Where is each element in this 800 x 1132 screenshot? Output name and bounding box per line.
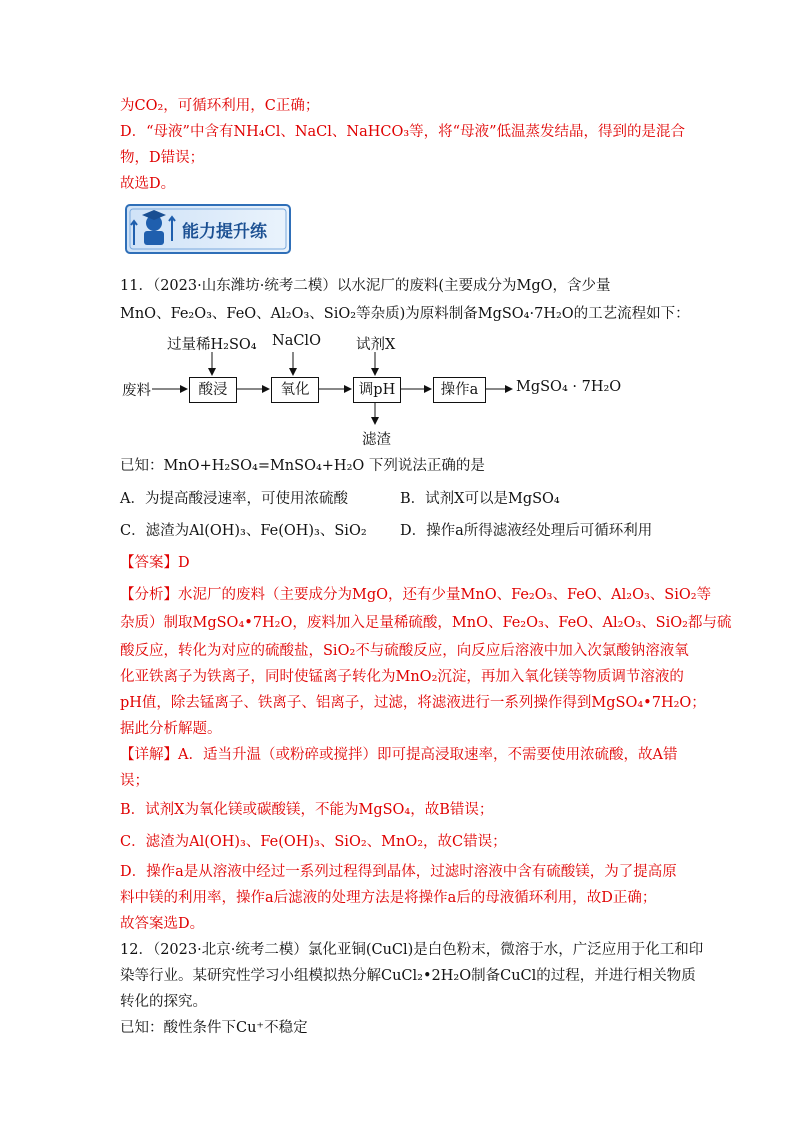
q11-analysis-line-4: 化亚铁离子为铁离子，同时使锰离子转化为MnO₂沉淀，再加入氧化镁等物质调节溶液的 bbox=[120, 669, 684, 685]
q11-stem-line-2: MnO、Fe₂O₃、FeO、Al₂O₃、SiO₂等杂质)为原料制备MgSO₄·7H₂O的工艺流程如下： bbox=[120, 306, 690, 322]
q11-analysis-line-3: 酸反应，转化为对应的硫酸盐，SiO₂不与硫酸反应，向反应后溶液中加入次氯酸钠溶液氧 bbox=[120, 643, 689, 659]
q11-detail-line-1: 【详解】A．适当升温（或粉碎或搅拌）即可提高浸取速率，不需要使用浓硫酸，故A错 bbox=[120, 747, 678, 763]
q11-option-a: A．为提高酸浸速率，可使用浓硫酸 bbox=[120, 491, 348, 507]
q12-line-3: 转化的探究。 bbox=[120, 994, 207, 1010]
flow-reagent-2: NaClO bbox=[272, 333, 321, 349]
q11-option-b: B．试剂X可以是MgSO₄ bbox=[400, 491, 560, 507]
prev-line-1: 为CO₂，可循环利用，C正确； bbox=[120, 98, 320, 114]
q11-detail-line-4: C．滤渣为Al(OH)₃、Fe(OH)₃、SiO₂、MnO₂，故C错误； bbox=[120, 834, 507, 850]
q11-detail-line-2: 误； bbox=[120, 773, 149, 789]
q11-analysis-line-1: 【分析】水泥厂的废料（主要成分为MgO，还有少量MnO、Fe₂O₃、FeO、Al₂O₃、SiO₂等 bbox=[120, 587, 712, 603]
flow-residue: 滤渣 bbox=[362, 432, 391, 448]
q12-line-2: 染等行业。某研究性学习小组模拟热分解CuCl₂•2H₂O制备CuCl的过程，并进行相关物质 bbox=[120, 968, 696, 984]
flow-step-acid-leach: 酸浸 bbox=[189, 377, 237, 403]
q11-known: 已知：MnO+H₂SO₄=MnSO₄+H₂O 下列说法正确的是 bbox=[120, 458, 485, 474]
q11-detail-line-6: 料中镁的利用率，操作a后滤液的处理方法是将操作a后的母液循环利用，故D正确； bbox=[120, 890, 657, 906]
q11-analysis-line-2: 杂质）制取MgSO₄•7H₂O，废料加入足量稀硫酸，MnO、Fe₂O₃、FeO、Al₂O₃、SiO₂都与硫 bbox=[120, 615, 732, 631]
flow-step-adjust-ph: 调pH bbox=[353, 377, 401, 403]
prev-line-3: 物，D错误； bbox=[120, 150, 205, 166]
q11-stem-line-1: 11．（2023·山东潍坊·统考二模）以水泥厂的废料(主要成分为MgO，含少量 bbox=[120, 278, 611, 294]
q12-line-4: 已知：酸性条件下Cu⁺不稳定 bbox=[120, 1020, 308, 1036]
q11-option-c: C．滤渣为Al(OH)₃、Fe(OH)₃、SiO₂ bbox=[120, 523, 367, 539]
q11-analysis-line-6: 据此分析解题。 bbox=[120, 721, 222, 737]
q11-detail-line-5: D．操作a是从溶液中经过一系列过程得到晶体，过滤时溶液中含有硫酸镁，为了提高原 bbox=[120, 864, 677, 880]
flow-reagent-1: 过量稀H₂SO₄ bbox=[167, 337, 257, 353]
flow-input: 废料 bbox=[122, 383, 151, 399]
flow-step-oxidation: 氧化 bbox=[271, 377, 319, 403]
flow-reagent-3: 试剂X bbox=[356, 337, 396, 353]
q11-option-d: D．操作a所得滤液经处理后可循环利用 bbox=[400, 523, 653, 539]
flow-output: MgSO₄ · 7H₂O bbox=[516, 379, 622, 395]
q11-analysis-line-5: pH值，除去锰离子、铁离子、铝离子，过滤，将滤液进行一系列操作得到MgSO₄•7H₂O； bbox=[120, 695, 706, 711]
q11-answer: 【答案】D bbox=[120, 555, 190, 571]
q12-line-1: 12．（2023·北京·统考二模）氯化亚铜(CuCl)是白色粉末，微溶于水，广泛应用于化工和印 bbox=[120, 942, 704, 958]
prev-line-2: D．“母液”中含有NH₄Cl、NaCl、NaHCO₃等，将“母液”低温蒸发结晶，得到的是混合 bbox=[120, 124, 685, 140]
q11-detail-line-7: 故答案选D。 bbox=[120, 916, 205, 932]
flow-step-operation-a: 操作a bbox=[433, 377, 486, 403]
q11-detail-line-3: B．试剂X为氧化镁或碳酸镁，不能为MgSO₄，故B错误； bbox=[120, 802, 494, 818]
prev-line-4: 故选D。 bbox=[120, 176, 176, 192]
badge-title: 能力提升练 bbox=[182, 222, 267, 242]
